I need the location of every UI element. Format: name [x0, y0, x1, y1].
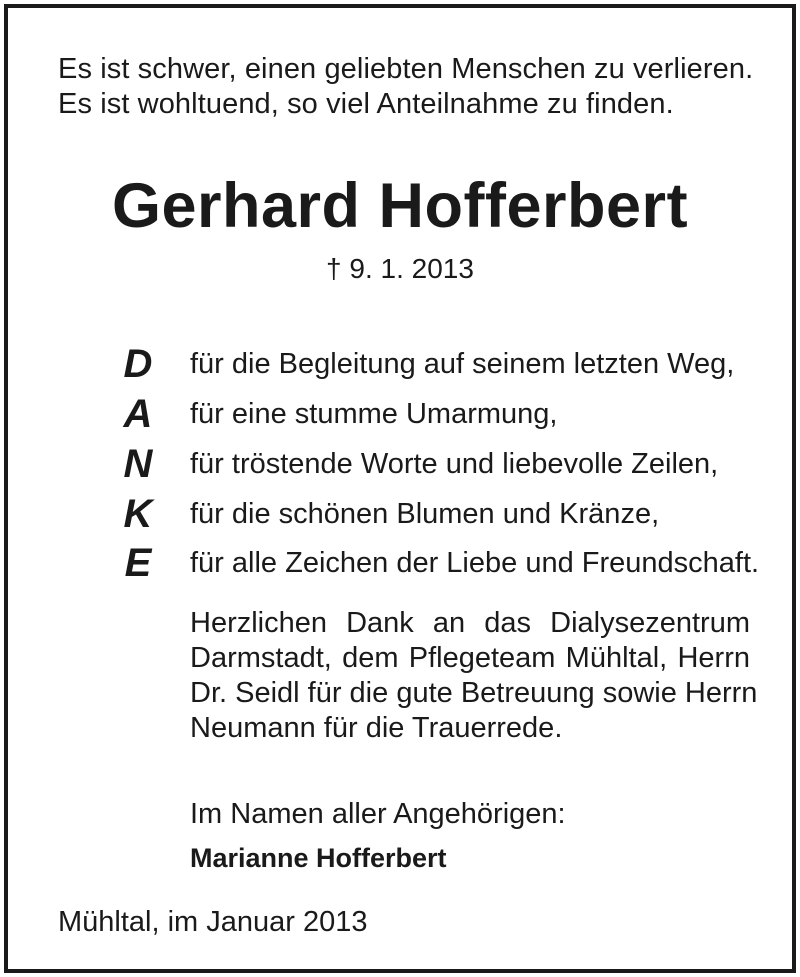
intro-line: Es ist wohltuend, so viel Anteilnahme zu finden.: [58, 88, 674, 120]
thanks-paragraph: [190, 606, 758, 746]
signer-name: Marianne Hofferbert: [190, 843, 447, 873]
danke-row: [108, 538, 788, 588]
intro-verse: [58, 52, 753, 122]
danke-text: für eine stumme Umarmung,: [190, 398, 558, 430]
thanks-line: Dr. Seidl für die gute Betreuung sowie Herrn: [190, 677, 758, 709]
danke-text: für alle Zeichen der Liebe und Freundschaft.: [190, 547, 760, 579]
intro-line: Es ist schwer, einen geliebten Menschen zu verlieren.: [58, 53, 754, 85]
thanks-line: Darmstadt, dem Pflegeteam Mühltal, Herrn: [190, 642, 750, 674]
place-date: Mühltal, im Januar 2013: [58, 906, 368, 938]
danke-row: [108, 439, 788, 489]
danke-text: für die schönen Blumen und Kränze,: [190, 498, 660, 530]
obituary-notice: [4, 4, 796, 973]
danke-letter: A: [123, 392, 153, 436]
danke-letter: K: [123, 492, 153, 536]
danke-letter: N: [123, 442, 153, 486]
danke-letter: D: [123, 342, 153, 386]
danke-text: für tröstende Worte und liebevolle Zeilen,: [190, 448, 719, 480]
danke-row: [108, 489, 788, 539]
family-line: Im Namen aller Angehörigen:: [190, 798, 566, 830]
danke-text: für die Begleitung auf seinem letzten Weg,: [190, 348, 735, 380]
danke-row: [108, 389, 788, 439]
thanks-line: Neumann für die Trauerrede.: [190, 712, 563, 744]
danke-row: [108, 339, 788, 389]
deceased-name: Gerhard Hofferbert: [111, 171, 689, 241]
death-date: † 9. 1. 2013: [326, 253, 474, 284]
danke-letter: E: [124, 541, 152, 585]
thanks-line: Herzlichen Dank an das Dialysezentrum: [190, 607, 750, 639]
